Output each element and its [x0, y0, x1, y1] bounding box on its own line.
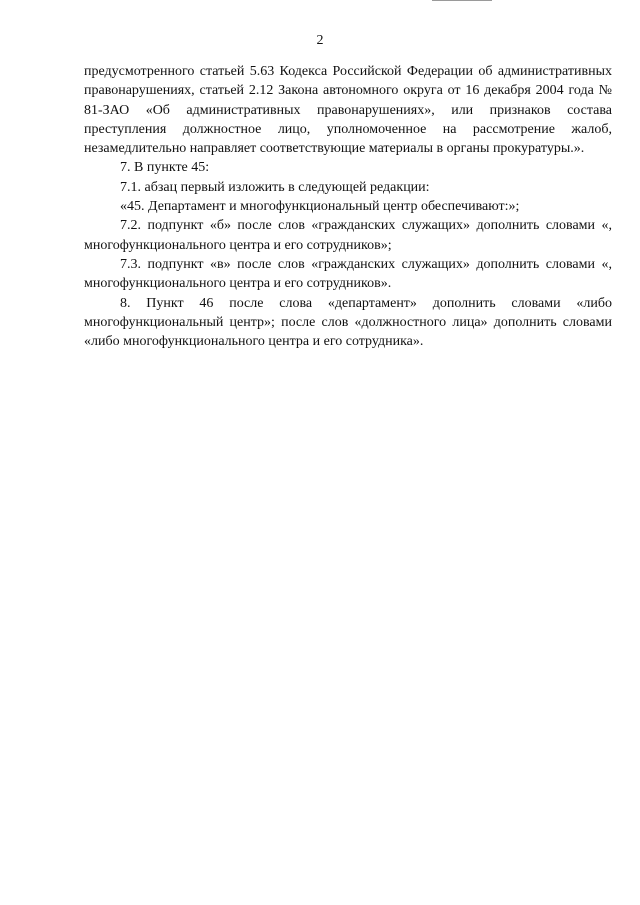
- paragraph-item-7-2: 7.2. подпункт «б» после слов «гражданских служащих» дополнить словами «, многофункционального центра и его сотрудников»;: [84, 218, 612, 253]
- scan-edge-mark: [432, 0, 492, 1]
- paragraph-item-7-1: 7.1. абзац первый изложить в следующей редакции:: [120, 179, 430, 195]
- paragraph-item-7: 7. В пункте 45:: [120, 160, 210, 176]
- paragraph-quoted-45: «45. Департамент и многофункциональный центр обеспечивают:»;: [120, 199, 520, 215]
- paragraph-item-8: 8. Пункт 46 после слова «департамент» дополнить словами «либо многофункциональный центр»; после слов «должностного лица» дополнить словами «либо многофункционального центра и его сотрудника».: [84, 295, 612, 350]
- paragraph-continuation: предусмотренного статьей 5.63 Кодекса Российской Федерации об административных правонарушениях, статьей 2.12 Закона автономного округа от 16 декабря 2004 года № 81-ЗАО «Об административных правонарушениях», или признаков состава преступления должностное лицо, уполномоченное на рассмотрение жалоб, незамедлительно направляет соответствующие материалы в органы прокуратуры.».: [84, 64, 612, 157]
- page-number: 2: [316, 33, 324, 48]
- paragraph-item-7-3: 7.3. подпункт «в» после слов «гражданских служащих» дополнить словами «, многофункционального центра и его сотрудников».: [84, 256, 612, 292]
- document-body: [84, 62, 612, 351]
